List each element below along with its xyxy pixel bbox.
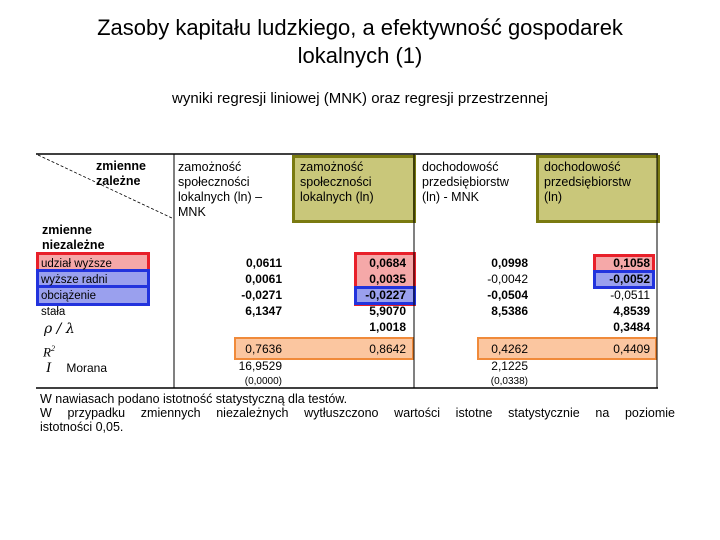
c4-udzial-wyzsze: 0,1058 [613, 256, 650, 270]
note-line-1: W nawiasach podano istotność statystyczną dla testów. [40, 392, 348, 406]
c2-obciazenie: -0,0227 [365, 288, 406, 302]
title-line-2: lokalnych (1) [297, 43, 423, 68]
column-header-3: dochodowość przedsiębiorstw (ln) - MNK [422, 160, 509, 204]
corner-dependent-label: zmienne zależne [96, 159, 147, 188]
c2-wyzsze-radni: 0,0035 [369, 272, 406, 286]
c3-r2: 0,4262 [491, 342, 528, 356]
c1-moran-p: (0,0000) [244, 376, 282, 387]
slide-subtitle: wyniki regresji liniowej (MNK) oraz regresji przestrzennej [172, 90, 548, 107]
row-label-moran: I Morana [46, 360, 108, 376]
c1-moran: 16,9529 [238, 359, 282, 373]
c3-udzial-wyzsze: 0,0998 [491, 256, 528, 270]
note-line-2: W przypadku zmiennych niezależnych wytłuszczono wartości istotne statystycznie na poziomie [40, 406, 675, 420]
row-label-udzial-wyzsze: udział wyższe [41, 258, 112, 270]
row-label-wyzsze-radni: wyższe radni [41, 274, 108, 286]
column-header-1: zamożność społeczności lokalnych (ln) – MNK [178, 160, 263, 219]
table-notes [40, 392, 675, 434]
row-label-rho-lambda: ρ / λ [44, 321, 75, 337]
row-label-obciazenie: obciążenie [41, 290, 96, 302]
c1-udzial-wyzsze: 0,0611 [245, 256, 282, 270]
c4-wyzsze-radni: -0,0052 [609, 272, 650, 286]
c2-udzial-wyzsze: 0,0684 [369, 256, 406, 270]
c4-r2: 0,4409 [613, 342, 650, 356]
column-header-2: zamożność społeczności lokalnych (ln) [300, 160, 374, 204]
corner-independent-label: zmienne niezależne [42, 223, 105, 252]
c3-wyzsze-radni: -0,0042 [487, 272, 528, 286]
regression-table [36, 153, 658, 389]
c2-rho: 1,0018 [369, 320, 406, 334]
slide-title [0, 14, 720, 70]
row-label-stala: stała [41, 306, 66, 318]
note-line-3: istotności 0,05. [40, 420, 124, 434]
c1-obciazenie: -0,0271 [241, 288, 282, 302]
c2-r2: 0,8642 [369, 342, 406, 356]
c3-stala: 8,5386 [491, 304, 528, 318]
c4-stala: 4,8539 [613, 304, 650, 318]
c1-r2: 0,7636 [245, 342, 282, 356]
row-label-r2: $R^2$ [43, 344, 55, 360]
c3-moran-p: (0,0338) [490, 376, 528, 387]
c4-rho: 0,3484 [613, 320, 650, 334]
column-header-4: dochodowość przedsiębiorstw (ln) [544, 160, 631, 204]
c2-stala: 5,9070 [369, 304, 406, 318]
c1-stala: 6,1347 [245, 304, 282, 318]
c3-moran: 2,1225 [491, 359, 528, 373]
c1-wyzsze-radni: 0,0061 [245, 272, 282, 286]
c4-obciazenie: -0,0511 [610, 288, 650, 302]
title-line-1: Zasoby kapitału ludzkiego, a efektywność gospodarek [97, 15, 623, 40]
c3-obciazenie: -0,0504 [487, 288, 528, 302]
